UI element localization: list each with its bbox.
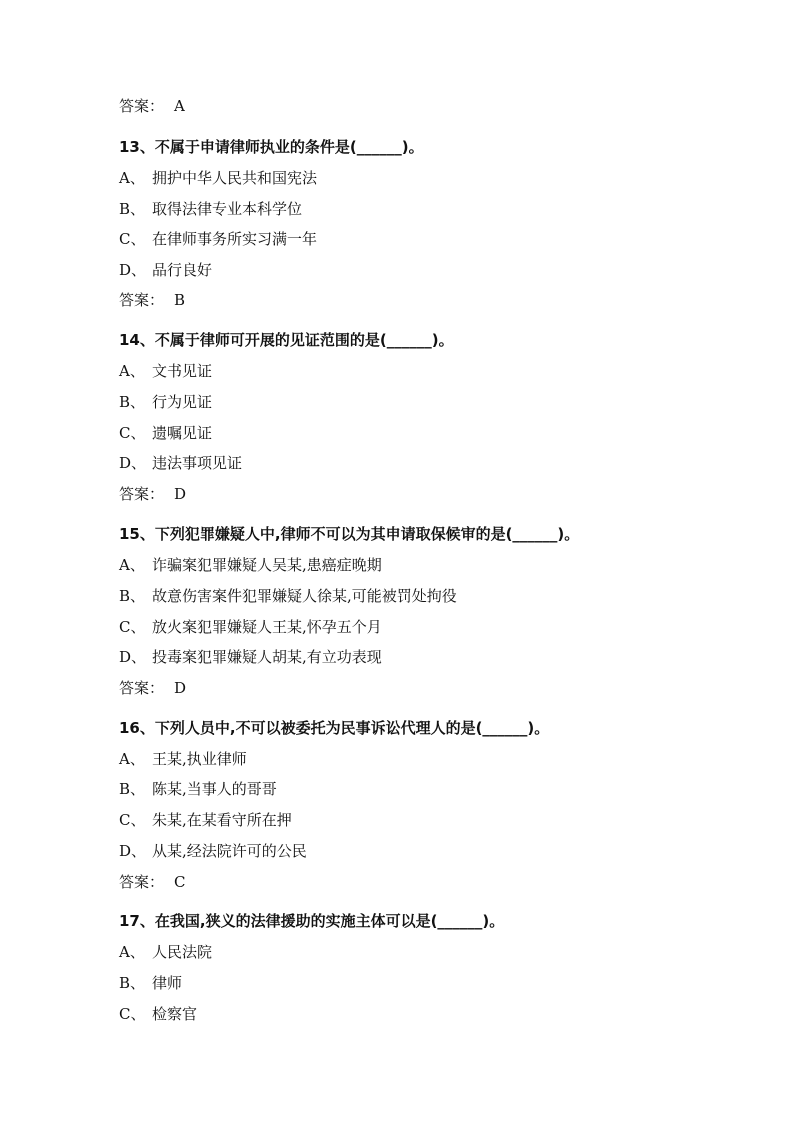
option-c bbox=[119, 1005, 197, 1023]
question-title: 13、不属于申请律师执业的条件是(______)。 bbox=[119, 138, 424, 156]
answer-line bbox=[119, 679, 186, 697]
option-d bbox=[119, 648, 382, 666]
answer-line bbox=[119, 291, 185, 309]
option-text: 品行良好 bbox=[152, 261, 213, 279]
option-a bbox=[119, 362, 212, 380]
option-text: 文书见证 bbox=[152, 362, 213, 380]
question-title: 16、下列人员中,不可以被委托为民事诉讼代理人的是(______)。 bbox=[119, 719, 550, 737]
option-text: 违法事项见证 bbox=[152, 454, 243, 472]
option-text: 人民法院 bbox=[152, 943, 213, 961]
answer-value: D bbox=[174, 485, 187, 503]
option-letter: A、 bbox=[119, 943, 145, 961]
option-letter: D、 bbox=[119, 454, 147, 472]
answer-line bbox=[119, 873, 185, 891]
option-a bbox=[119, 556, 382, 574]
option-letter: B、 bbox=[119, 974, 146, 992]
answer-line bbox=[119, 485, 186, 503]
question-title: 14、不属于律师可开展的见证范围的是(______)。 bbox=[119, 331, 454, 349]
option-text: 律师 bbox=[152, 974, 183, 992]
question-title: 15、下列犯罪嫌疑人中,律师不可以为其申请取保候审的是(______)。 bbox=[119, 525, 580, 543]
option-text: 在律师事务所实习满一年 bbox=[152, 230, 318, 248]
option-text: 朱某,在某看守所在押 bbox=[152, 811, 292, 829]
option-text: 行为见证 bbox=[152, 393, 213, 411]
option-text: 放火案犯罪嫌疑人王某,怀孕五个月 bbox=[152, 618, 382, 636]
option-letter: C、 bbox=[119, 230, 146, 248]
option-a bbox=[119, 750, 247, 768]
option-letter: C、 bbox=[119, 811, 146, 829]
option-c bbox=[119, 618, 382, 636]
option-letter: B、 bbox=[119, 780, 146, 798]
option-b bbox=[119, 393, 212, 411]
option-text: 投毒案犯罪嫌疑人胡某,有立功表现 bbox=[152, 648, 382, 666]
option-letter: A、 bbox=[119, 362, 145, 380]
question-title: 17、在我国,狭义的法律援助的实施主体可以是(______)。 bbox=[119, 912, 505, 930]
option-a bbox=[119, 943, 212, 961]
option-letter: C、 bbox=[119, 424, 146, 442]
answer-label: 答案： bbox=[119, 291, 165, 309]
option-c bbox=[119, 424, 212, 442]
option-letter: C、 bbox=[119, 1005, 146, 1023]
answer-label: 答案： bbox=[119, 873, 165, 891]
answer-label: 答案： bbox=[119, 485, 165, 503]
option-letter: A、 bbox=[119, 556, 145, 574]
answer-label: 答案： bbox=[119, 679, 165, 697]
option-d bbox=[119, 261, 212, 279]
option-a bbox=[119, 169, 317, 187]
option-text: 诈骗案犯罪嫌疑人吴某,患癌症晚期 bbox=[152, 556, 382, 574]
answer-value: C bbox=[174, 873, 186, 891]
option-b bbox=[119, 200, 302, 218]
option-letter: D、 bbox=[119, 842, 147, 860]
answer-value: D bbox=[174, 679, 187, 697]
option-text: 从某,经法院许可的公民 bbox=[152, 842, 307, 860]
option-text: 故意伤害案件犯罪嫌疑人徐某,可能被罚处拘役 bbox=[152, 587, 457, 605]
option-letter: A、 bbox=[119, 750, 145, 768]
option-letter: A、 bbox=[119, 169, 145, 187]
answer-label: 答案： bbox=[119, 97, 165, 115]
option-letter: C、 bbox=[119, 618, 146, 636]
option-b bbox=[119, 780, 277, 798]
option-c bbox=[119, 230, 317, 248]
option-text: 陈某,当事人的哥哥 bbox=[152, 780, 277, 798]
answer-value: A bbox=[174, 97, 185, 115]
option-text: 遗嘱见证 bbox=[152, 424, 213, 442]
option-d bbox=[119, 842, 307, 860]
answer-value: B bbox=[174, 291, 186, 309]
option-b bbox=[119, 587, 457, 605]
option-text: 王某,执业律师 bbox=[152, 750, 247, 768]
option-c bbox=[119, 811, 292, 829]
answer-line bbox=[119, 97, 185, 115]
option-d bbox=[119, 454, 242, 472]
option-letter: B、 bbox=[119, 587, 146, 605]
option-letter: D、 bbox=[119, 648, 147, 666]
option-letter: B、 bbox=[119, 393, 146, 411]
option-text: 检察官 bbox=[152, 1005, 198, 1023]
option-letter: B、 bbox=[119, 200, 146, 218]
option-text: 取得法律专业本科学位 bbox=[152, 200, 303, 218]
option-letter: D、 bbox=[119, 261, 147, 279]
option-text: 拥护中华人民共和国宪法 bbox=[152, 169, 318, 187]
option-b bbox=[119, 974, 182, 992]
